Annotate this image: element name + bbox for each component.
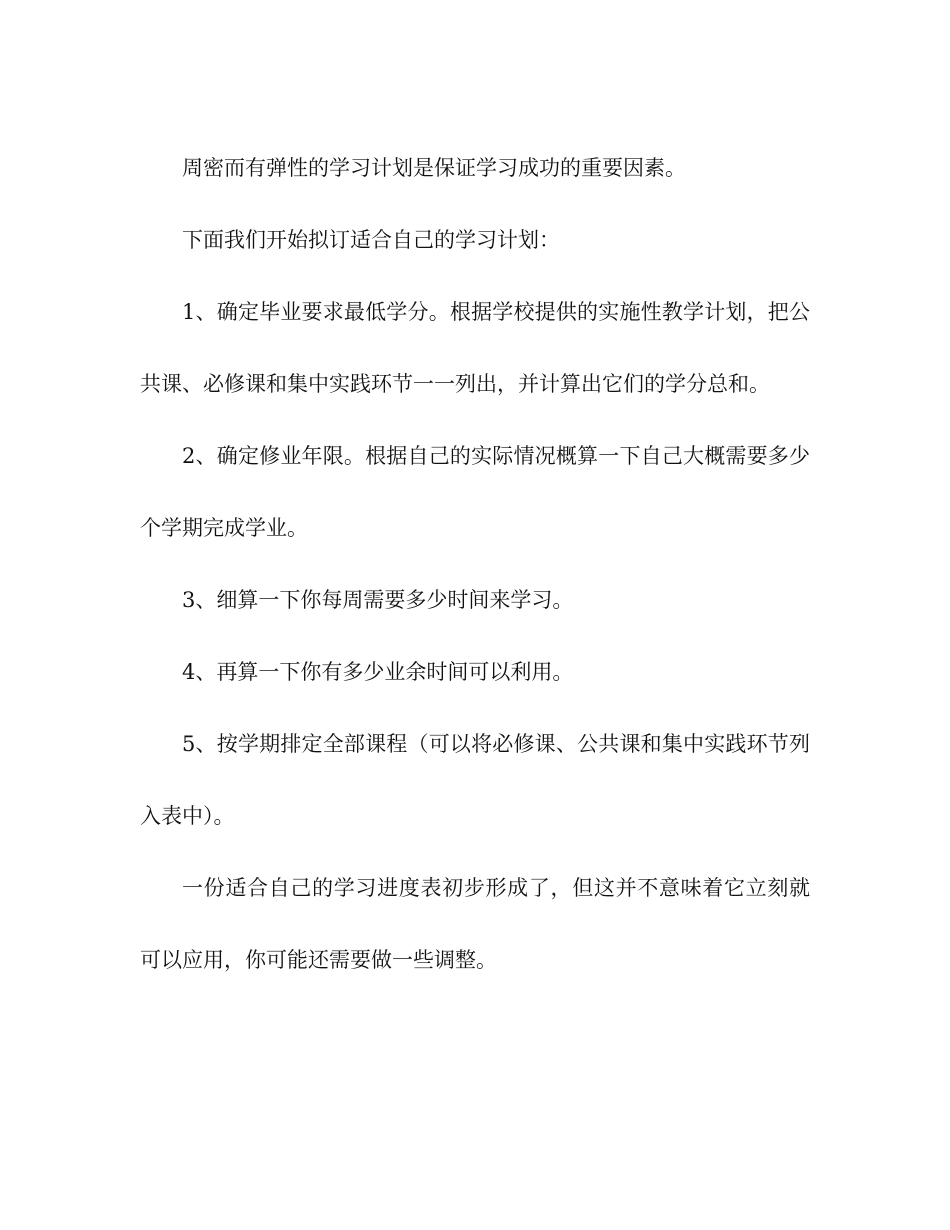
paragraph-plan-lead: 下面我们开始拟订适合自己的学习计划： bbox=[182, 228, 560, 252]
document-body bbox=[140, 132, 810, 996]
paragraph-conclusion: 一份适合自己的学习进度表初步形成了，但这并不意味着它立刻就可以应用，你可能还需要做一些调整。 bbox=[140, 876, 810, 972]
paragraph-step-3: 3、细算一下你每周需要多少时间来学习。 bbox=[182, 588, 574, 612]
paragraph-step-2: 2、确定修业年限。根据自己的实际情况概算一下自己大概需要多少个学期完成学业。 bbox=[140, 444, 810, 540]
paragraph-step-1: 1、确定毕业要求最低学分。根据学校提供的实施性教学计划，把公共课、必修课和集中实践环节一一列出，并计算出它们的学分总和。 bbox=[140, 300, 810, 396]
paragraph-step-5: 5、按学期排定全部课程（可以将必修课、公共课和集中实践环节列入表中）。 bbox=[140, 732, 810, 828]
paragraph-step-4: 4、再算一下你有多少业余时间可以利用。 bbox=[182, 660, 574, 684]
paragraph-intro: 周密而有弹性的学习计划是保证学习成功的重要因素。 bbox=[182, 156, 686, 180]
